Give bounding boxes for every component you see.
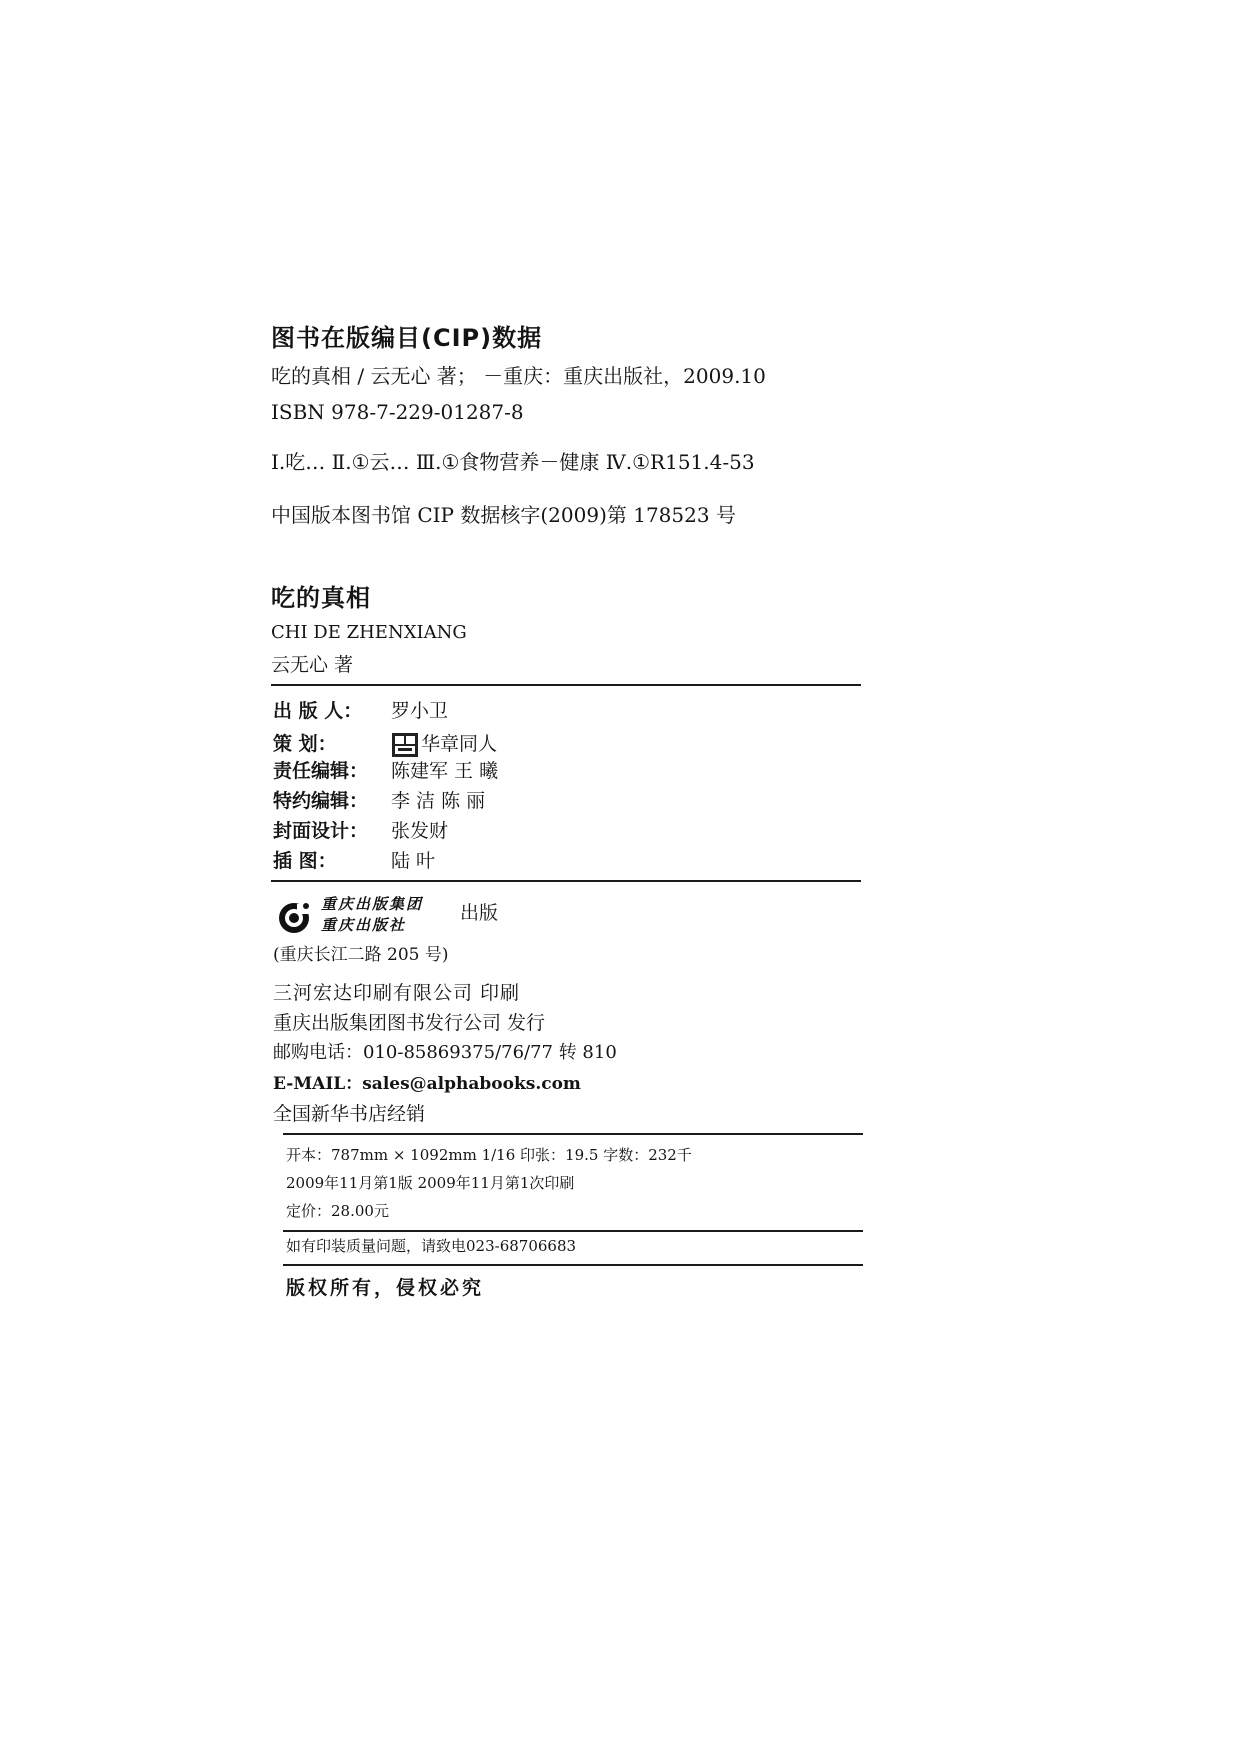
quality-note: 如有印装质量问题，请致电023-68706683	[286, 1237, 577, 1255]
credit-value: 罗小卫	[391, 700, 449, 722]
divider	[283, 1264, 863, 1266]
cip-library-number: 中国版本图书馆 CIP 数据核字(2009)第 178523 号	[271, 503, 736, 527]
price: 定价：28.00元	[286, 1202, 389, 1220]
credit-value: 张发财	[391, 820, 449, 842]
publisher-logo	[277, 895, 427, 941]
edition-info: 2009年11月第1版 2009年11月第1次印刷	[286, 1174, 575, 1192]
publisher-press-name: 重庆出版社	[321, 916, 407, 934]
credit-value: 陈建军 王 曦	[391, 760, 499, 782]
printer-line: 三河宏达印刷有限公司 印刷	[273, 982, 521, 1004]
credit-value: 陆 叶	[391, 850, 436, 872]
credit-row-illustration	[273, 852, 435, 871]
credit-label: 插 图：	[273, 850, 337, 872]
publisher-stamp-icon	[391, 732, 419, 758]
publish-action: 出版	[460, 902, 499, 924]
publisher-logo-icon	[277, 901, 311, 935]
cip-classification: Ⅰ.吃… Ⅱ.①云… Ⅲ.①食物营养－健康 Ⅳ.①R151.4-53	[271, 450, 755, 474]
format-specs: 开本：787mm × 1092mm 1/16 印张：19.5 字数：232千	[286, 1146, 692, 1164]
cip-isbn: ISBN 978-7-229-01287-8	[271, 400, 524, 424]
book-pinyin: CHI DE ZHENXIANG	[271, 622, 467, 643]
credit-row-planning	[273, 732, 497, 758]
credit-row-editor	[273, 762, 498, 781]
credit-label: 特约编辑：	[273, 790, 369, 812]
book-title: 吃的真相	[271, 584, 371, 612]
credit-label: 封面设计：	[273, 820, 369, 842]
publisher-group-name: 重庆出版集团	[321, 895, 424, 913]
cip-heading: 图书在版编目(CIP)数据	[271, 324, 543, 352]
contact-email: E-MAIL：sales@alphabooks.com	[273, 1074, 581, 1094]
credit-row-special-editor	[273, 792, 485, 811]
credit-row-cover-design	[273, 822, 448, 841]
mail-order-phone: 邮购电话：010-85869375/76/77 转 810	[273, 1042, 617, 1063]
credit-value: 华章同人	[421, 733, 498, 755]
divider	[283, 1230, 863, 1232]
divider	[271, 880, 861, 882]
credit-label: 出 版 人：	[273, 700, 363, 722]
publisher-address: (重庆长江二路 205 号)	[273, 945, 449, 965]
credit-value: 李 洁 陈 丽	[391, 790, 486, 812]
book-author: 云无心 著	[271, 654, 354, 676]
credit-label: 策 划：	[273, 733, 337, 755]
cip-title-line: 吃的真相 / 云无心 著； －重庆：重庆出版社，2009.10	[271, 364, 766, 388]
distributor-line: 重庆出版集团图书发行公司 发行	[273, 1012, 546, 1034]
divider	[271, 684, 861, 686]
divider	[283, 1133, 863, 1135]
seller-line: 全国新华书店经销	[273, 1103, 426, 1125]
copyright-notice: 版权所有，侵权必究	[286, 1277, 485, 1299]
credit-row-publisher	[273, 702, 448, 721]
credit-label: 责任编辑：	[273, 760, 369, 782]
